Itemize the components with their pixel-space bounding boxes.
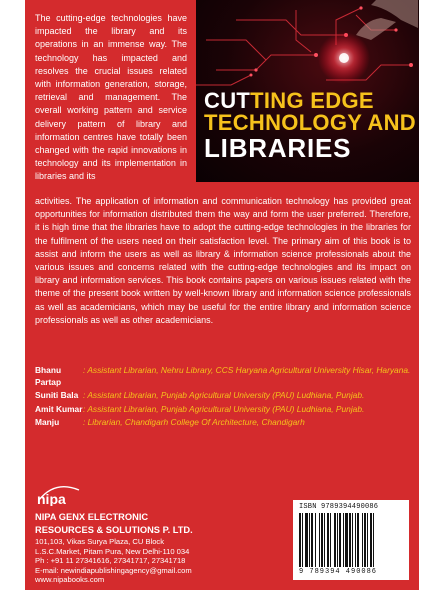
email-line: E-mail: newindiapublishingagency@gmail.com xyxy=(35,565,192,575)
phone-line: Ph : +91 11 27341616, 27341717, 27341718 xyxy=(35,556,186,566)
blurb-paragraph-bottom: activities. The application of information and communication technology has provided great opportunities for information distributed them the way and form the user preferred. Therefore, it is high time that the libraries have to adopt the cutting-edge technologies in the libraries for the fulfilment of the users need on their satisfaction level. The primary aim of this book is to assist and inform the users as well as library & information science professionals about the various issues and concerns related with the cutting-edge technologies and its impact on library and information services. This book contains papers on various issues related with the theme of the present book written by well-known library and information science professionals as well as academicians, which may be useful for the entire library and information science professionals as well as other academicians. xyxy=(35,196,411,325)
contributor-name: Manju xyxy=(35,417,60,427)
contributor-role: : Librarian, Chandigarh College Of Architecture, Chandigarh xyxy=(83,417,305,427)
publisher-name xyxy=(35,511,265,536)
contributor-role: : Assistant Librarian, Punjab Agricultural University (PAU) Ludhiana, Punjab. xyxy=(83,390,365,400)
blurb-paragraph-top: The cutting-edge technologies have impacted the library and its operations in an immense way. The technology has impacted and resolves the crucial issues related with information generation, storage, retrieval and management. The overall working pattern and service delivery pattern of library and information centres have totally been changed with the rapid innovations in technology and its implementation in libraries and its xyxy=(35,13,187,182)
publisher-name-line-1: NIPA GENX ELECTRONIC xyxy=(35,512,149,522)
publisher-name-line-2: RESOURCES & SOLUTIONS P. LTD. xyxy=(35,524,193,535)
barcode-bars xyxy=(299,513,403,567)
title-cut: CUT xyxy=(204,88,251,113)
isbn-label: ISBN 9789394490086 xyxy=(299,503,379,511)
publisher-address xyxy=(35,537,265,585)
title-ting-edge: TING EDGE xyxy=(250,88,374,113)
address-line: L.S.C.Market, Pitam Pura, New Delhi-110 034 xyxy=(35,546,190,556)
book-title xyxy=(204,90,419,161)
isbn-digits: 9 789394 490086 xyxy=(299,568,378,576)
address-line: 101,103, Vikas Surya Plaza, CU Block xyxy=(35,537,165,546)
title-line-1 xyxy=(204,90,419,112)
contributor-row xyxy=(35,390,411,402)
contributor-name: Amit Kumar xyxy=(35,403,83,414)
title-line-3: LIBRARIES xyxy=(204,132,352,163)
title-line-2: TECHNOLOGY AND xyxy=(204,110,416,136)
contributor-role: : Assistant Librarian, Nehru Library, CCS Haryana Agricultural University Hisar, Haryana. xyxy=(83,365,411,375)
cover-hero-image xyxy=(196,0,419,182)
isbn-barcode xyxy=(293,500,409,580)
contributors-list xyxy=(35,365,411,431)
contributor-role: : Assistant Librarian, Punjab Agricultural University (PAU) Ludhiana, Punjab. xyxy=(83,403,365,414)
book-back-cover xyxy=(25,0,419,590)
contributor-row xyxy=(35,417,411,429)
contributor-name: Bhanu Partap xyxy=(35,365,62,387)
contributor-row xyxy=(35,365,411,388)
contributor-name: Suniti Bala xyxy=(35,390,79,400)
nipa-logo xyxy=(35,484,95,506)
logo-text: nipa xyxy=(37,491,66,506)
contributor-row xyxy=(35,404,411,416)
website-line: www.nipabooks.com xyxy=(35,575,105,585)
